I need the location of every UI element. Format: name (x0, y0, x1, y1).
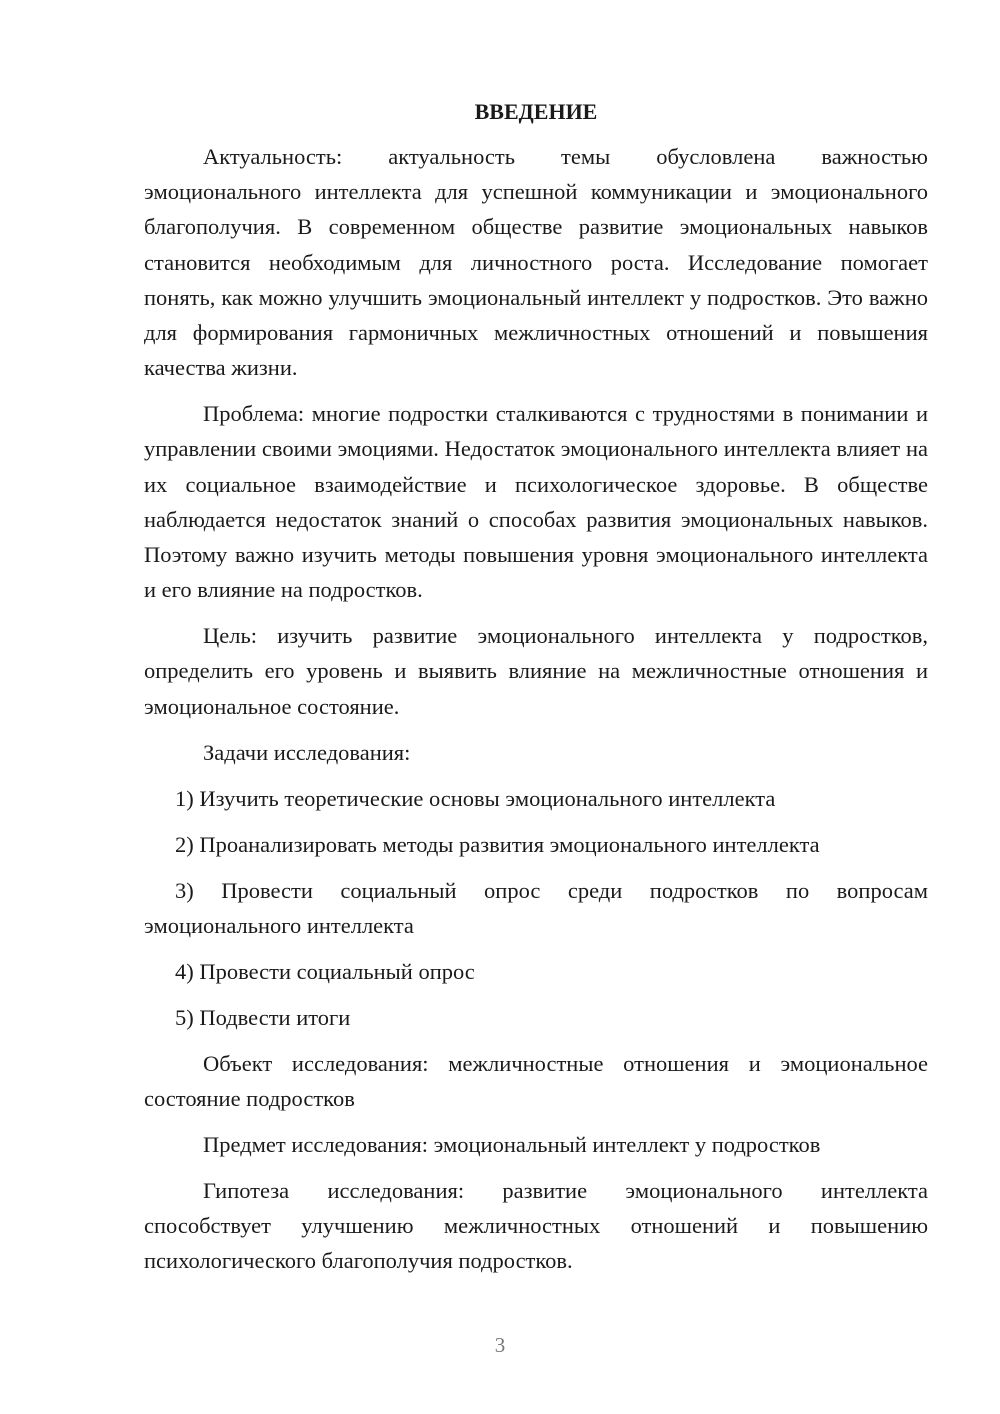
paragraph-problem: Проблема: многие подростки сталкиваются с трудностями в понимании и управлении своими эмоциями. Недостаток эмоционального интеллекта влияет на их социальное взаимодействие и психологическое здоровье. В обществе наблюдается недостаток знаний о способах развития эмоциональных навыков. Поэтому важно изучить методы повышения уровня эмоционального интеллекта и его влияние на подростков. (144, 401, 928, 603)
task-item: 3) Провести социальный опрос среди подростков по вопросам эмоционального интеллекта (144, 877, 928, 938)
task-item: 5) Подвести итоги (175, 1004, 351, 1030)
paragraph-tasks-heading: Задачи исследования: (203, 739, 411, 765)
task-item: 4) Провести социальный опрос (175, 958, 475, 984)
task-item: 1) Изучить теоретические основы эмоционального интеллекта (175, 785, 776, 811)
task-item: 2) Проанализировать методы развития эмоционального интеллекта (175, 831, 820, 857)
section-title: ВВЕДЕНИЕ (474, 99, 598, 124)
paragraph-object: Объект исследования: межличностные отношения и эмоциональное состояние подростков (144, 1050, 928, 1112)
paragraph-relevance: Актуальность: актуальность темы обусловлена важностью эмоционального интеллекта для успешной коммуникации и эмоционального благополучия. В современном обществе развитие эмоциональных навыков становится необходимым для личностного роста. Исследование помогает понять, как можно улучшить эмоциональный интеллект у подростков. Это важно для формирования гармоничных межличностных отношений и повышения качества жизни. (144, 144, 928, 381)
paragraph-hypothesis: Гипотеза исследования: развитие эмоционального интеллекта способствует улучшению межличностных отношений и повышению психологического благополучия подростков. (144, 1178, 928, 1274)
paragraph-goal: Цель: изучить развитие эмоционального интеллекта у подростков, определить его уровень и выявить влияние на межличностные отношения и эмоциональное состояние. (144, 623, 928, 719)
page-content (144, 94, 928, 1289)
paragraph-subject: Предмет исследования: эмоциональный интеллект у подростков (203, 1132, 821, 1158)
page-number: 3 (494, 1333, 506, 1357)
